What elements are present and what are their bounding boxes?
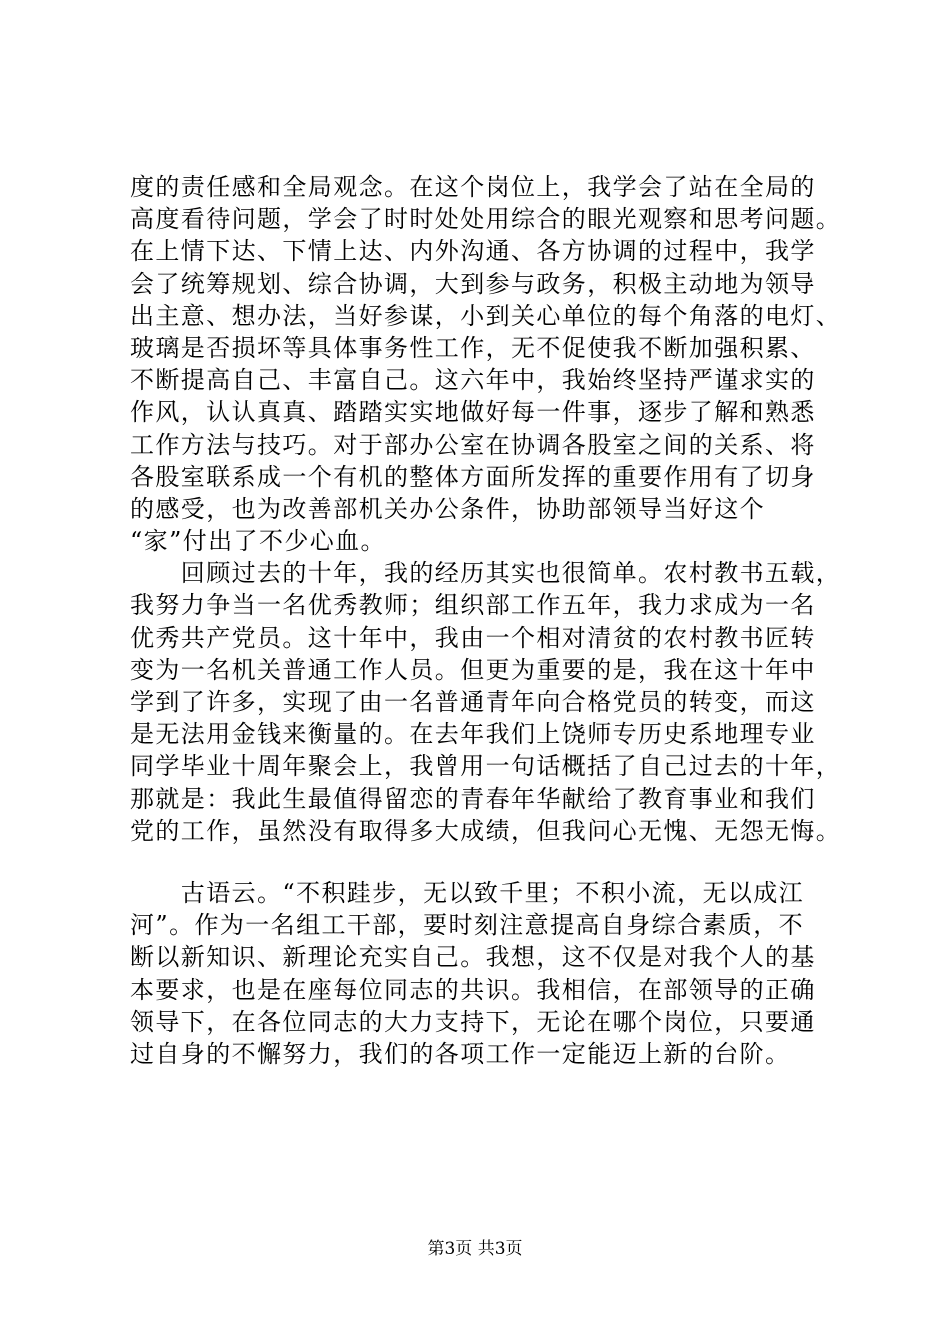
text-line: 在上情下达、下情上达、内外沟通、各方协调的过程中，我学 — [130, 237, 816, 266]
text-line: 不断提高自己、丰富自己。这六年中，我始终坚持严谨求实的 — [130, 366, 816, 395]
document-body — [130, 171, 850, 1070]
text-line: 党的工作，虽然没有取得多大成绩，但我问心无愧、无怨无悔。 — [130, 816, 842, 845]
text-line: 河”。作为一名组工干部，要时刻注意提高自身综合素质，不 — [130, 911, 805, 940]
text-line: 那就是：我此生最值得留恋的青春年华献给了教育事业和我们 — [130, 784, 816, 813]
page-number: 第3页 共3页 — [427, 1239, 523, 1259]
page-footer — [0, 1238, 950, 1260]
text-line: “家”付出了不少心血。 — [130, 527, 386, 556]
text-line: 的感受，也为改善部机关办公条件，协助部领导当好这个 — [130, 494, 765, 523]
text-line: 会了统筹规划、综合协调，大到参与政务，积极主动地为领导 — [130, 269, 816, 298]
text-line: 优秀共产党员。这十年中，我由一个相对清贫的农村教书匠转 — [130, 623, 816, 652]
text-line: 同学毕业十周年聚会上，我曾用一句话概括了自己过去的十年， — [130, 752, 842, 781]
text-line: 是无法用金钱来衡量的。在去年我们上饶师专历史系地理专业 — [130, 720, 816, 749]
paragraph-2 — [130, 557, 850, 847]
text-line: 断以新知识、新理论充实自己。我想，这不仅是对我个人的基 — [130, 943, 816, 972]
text-line: 领导下，在各位同志的大力支持下，无论在哪个岗位，只要通 — [130, 1007, 816, 1036]
text-line: 我努力争当一名优秀教师；组织部工作五年，我力求成为一名 — [130, 591, 816, 620]
text-line: 各股室联系成一个有机的整体方面所发挥的重要作用有了切身 — [130, 462, 816, 491]
paragraph-spacer — [130, 847, 850, 877]
text-line: 回顾过去的十年，我的经历其实也很简单。农村教书五载， — [130, 559, 842, 588]
text-line: 本要求，也是在座每位同志的共识。我相信，在部领导的正确 — [130, 975, 816, 1004]
text-line: 玻璃是否损坏等具体事务性工作，无不促使我不断加强积累、 — [130, 333, 816, 362]
paragraph-1 — [130, 171, 850, 557]
text-line: 过自身的不懈努力，我们的各项工作一定能迈上新的台阶。 — [130, 1039, 791, 1068]
text-line: 变为一名机关普通工作人员。但更为重要的是，我在这十年中 — [130, 655, 816, 684]
text-line: 作风，认认真真、踏踏实实地做好每一件事，逐步了解和熟悉 — [130, 398, 816, 427]
text-line: 学到了许多，实现了由一名普通青年向合格党员的转变，而这 — [130, 688, 816, 716]
text-line: 度的责任感和全局观念。在这个岗位上，我学会了站在全局的 — [130, 173, 816, 201]
text-line: 出主意、想办法，当好参谋，小到关心单位的每个角落的电灯、 — [130, 301, 842, 330]
text-line: 古语云。“不积跬步，无以致千里；不积小流，无以成江 — [130, 878, 805, 907]
paragraph-3 — [130, 877, 850, 1070]
text-line: 工作方法与技巧。对于部办公室在协调各股室之间的关系、将 — [130, 430, 816, 459]
text-line: 高度看待问题，学会了时时处处用综合的眼光观察和思考问题。 — [130, 205, 842, 234]
